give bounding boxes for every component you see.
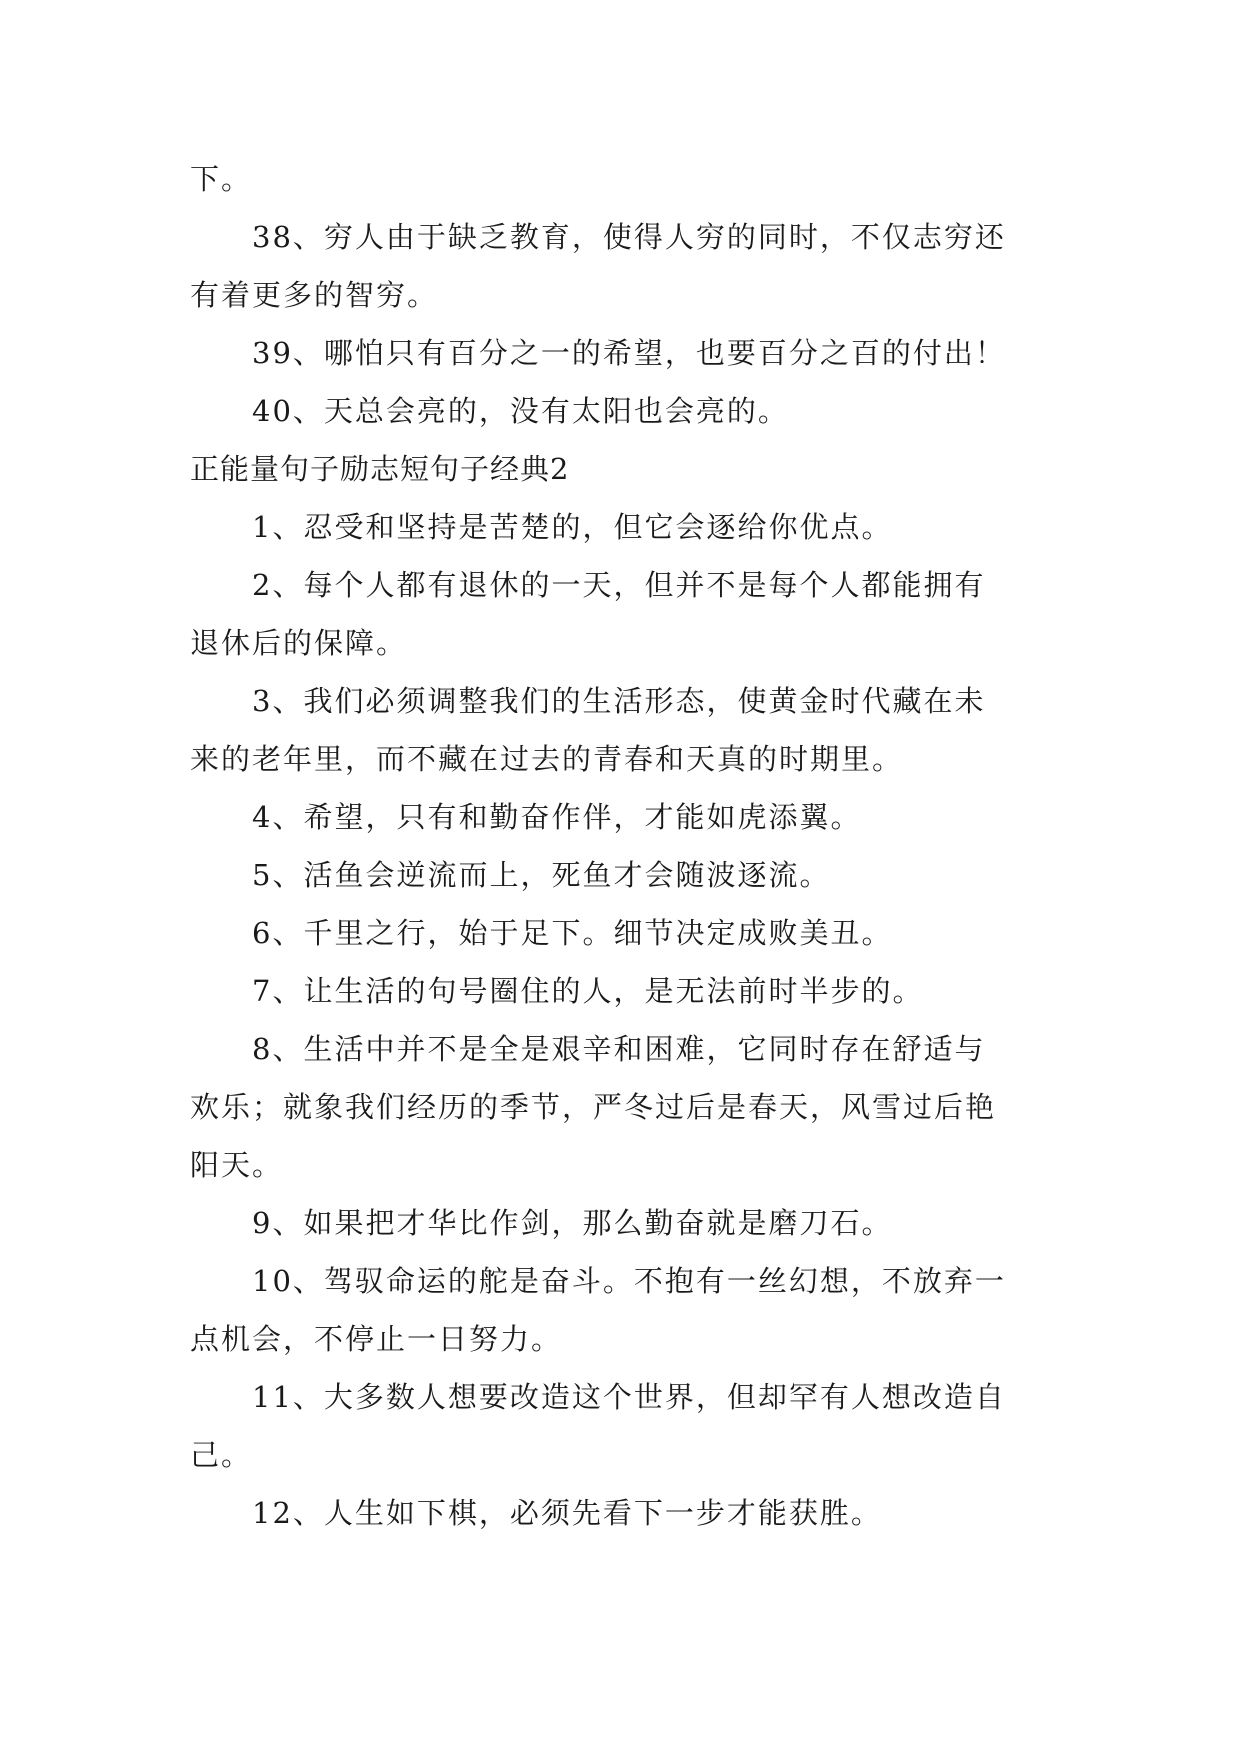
text-line: 10、驾驭命运的舵是奋斗。不抱有一丝幻想，不放弃一	[252, 1264, 1006, 1298]
text-line: 1、忍受和坚持是苦楚的，但它会逐给你优点。	[252, 510, 893, 544]
text-line: 点机会，不停止一日努力。	[190, 1322, 563, 1356]
text-line: 4、希望，只有和勤奋作伴，才能如虎添翼。	[252, 800, 862, 834]
text-line: 有着更多的智穷。	[190, 278, 439, 312]
text-line: 来的老年里，而不藏在过去的青春和天真的时期里。	[190, 742, 904, 776]
section-heading: 正能量句子励志短句子经典2	[190, 452, 570, 486]
text-line: 欢乐；就象我们经历的季节，严冬过后是春天，风雪过后艳	[190, 1090, 997, 1124]
text-line: 8、生活中并不是全是艰辛和困难，它同时存在舒适与	[252, 1032, 986, 1066]
text-line: 2、每个人都有退休的一天，但并不是每个人都能拥有	[252, 568, 986, 602]
text-line: 5、活鱼会逆流而上，死鱼才会随波逐流。	[252, 858, 831, 892]
text-line: 己。	[190, 1438, 253, 1472]
text-line: 7、让生活的句号圈住的人，是无法前时半步的。	[252, 974, 924, 1008]
text-line: 3、我们必须调整我们的生活形态，使黄金时代藏在未	[252, 684, 986, 718]
text-line: 退休后的保障。	[190, 626, 408, 660]
text-line: 11、大多数人想要改造这个世界，但却罕有人想改造自	[252, 1380, 1006, 1414]
text-line: 12、人生如下棋，必须先看下一步才能获胜。	[252, 1496, 882, 1530]
text-line: 阳天。	[190, 1148, 284, 1182]
document-page	[190, 150, 1060, 1542]
text-line: 39、哪怕只有百分之一的希望，也要百分之百的付出！	[252, 336, 1006, 370]
text-line: 9、如果把才华比作剑，那么勤奋就是磨刀石。	[252, 1206, 893, 1240]
text-line: 下。	[190, 162, 253, 196]
text-line: 40、天总会亮的，没有太阳也会亮的。	[252, 394, 789, 428]
text-line: 38、穷人由于缺乏教育，使得人穷的同时，不仅志穷还	[252, 220, 1006, 254]
text-line: 6、千里之行，始于足下。细节决定成败美丑。	[252, 916, 893, 950]
